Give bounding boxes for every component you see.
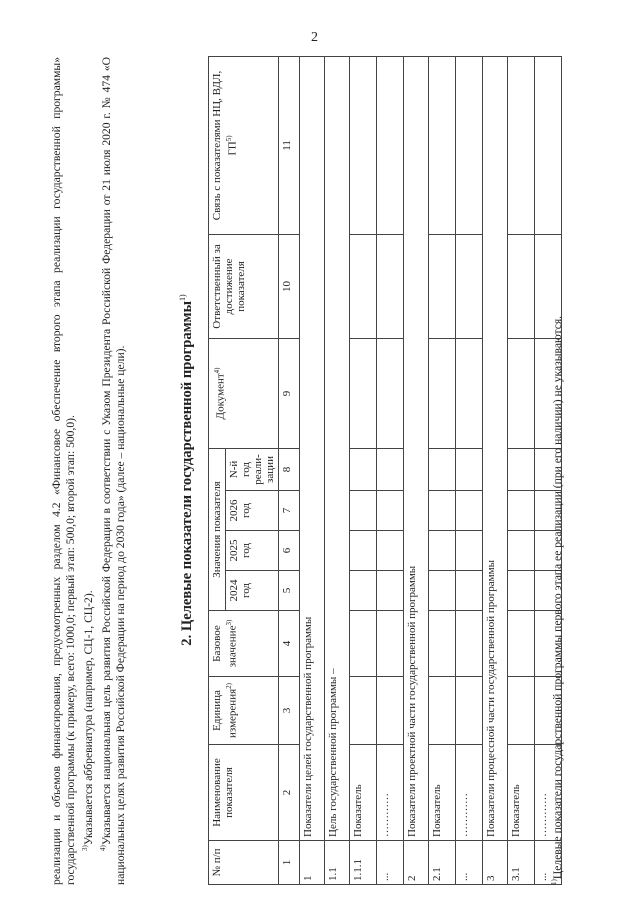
empty-cell [508, 531, 535, 571]
header-doc [209, 338, 279, 448]
section-title-cell: Показатели процессной части государственной программы [483, 56, 508, 840]
empty-cell [456, 338, 483, 448]
table-row [377, 56, 404, 884]
row-number-cell: ... [535, 841, 562, 885]
header-doc-mark: 4) [213, 367, 221, 374]
row-number-cell: 3.1 [508, 841, 535, 885]
target-indicators-table [208, 56, 562, 885]
empty-cell [456, 491, 483, 531]
empty-cell [429, 491, 456, 531]
indicator-name-cell: Показатель [508, 745, 535, 841]
empty-cell [508, 56, 535, 234]
column-number: 10 [279, 234, 300, 338]
table-section-row [300, 56, 325, 884]
empty-cell [456, 531, 483, 571]
row-number-cell: 2.1 [429, 841, 456, 885]
note-3-text: Указывается аббревиатура (например, СЦ-1, СЦ-2). [81, 590, 95, 846]
header-doc-text: Документ [214, 373, 227, 420]
empty-cell [350, 338, 377, 448]
section-title-cell: Показатели целей государственной программы [300, 56, 325, 840]
empty-cell [350, 448, 377, 490]
empty-cell [377, 611, 404, 677]
indicator-name-cell: Показатель [429, 745, 456, 841]
column-number: 6 [279, 531, 300, 571]
note-continuation: реализации и объемов финансирования, предусмотренных разделом 4.2 «Финансовое обеспечение второго этапа реализации государственной программы» государственной программы (к примеру, всего: 1000,0; первый этап: 500,0; второй этап: 500,0). [50, 57, 77, 885]
empty-cell [429, 448, 456, 490]
empty-cell [350, 491, 377, 531]
table-body [279, 56, 562, 884]
empty-cell [456, 677, 483, 745]
row-number-cell: ... [377, 841, 404, 885]
indicator-name-cell: ………… [456, 745, 483, 841]
footnote-text: Целевые показатели государственной программы первого этапа ее реализации (при его наличии) не указываются. [550, 315, 564, 880]
empty-cell [377, 677, 404, 745]
empty-cell [377, 448, 404, 490]
notes-block [50, 57, 128, 885]
section-mark: 1) [178, 294, 187, 301]
row-number-cell: ... [456, 841, 483, 885]
indicator-name-cell: ………… [535, 745, 562, 841]
row-number-cell: 2 [404, 841, 429, 885]
empty-cell [508, 611, 535, 677]
header-n-year: N-й год реали-зации [226, 448, 279, 490]
empty-cell [377, 531, 404, 571]
table-row [456, 56, 483, 884]
table-section-row [325, 56, 350, 884]
note-3-mark: 3) [81, 845, 89, 851]
row-number-cell: 3 [483, 841, 508, 885]
table-row [508, 56, 535, 884]
row-number-cell: 1.1 [325, 841, 350, 885]
note-3 [78, 57, 96, 885]
empty-cell [429, 611, 456, 677]
empty-cell [456, 448, 483, 490]
column-number: 4 [279, 611, 300, 677]
empty-cell [377, 234, 404, 338]
column-number: 2 [279, 745, 300, 841]
note-4-mark: 4) [98, 845, 107, 851]
column-number: 8 [279, 448, 300, 490]
header-resp: Ответственный за достижение показателя [209, 234, 279, 338]
empty-cell [508, 491, 535, 531]
table-section-row [404, 56, 429, 884]
note-4 [96, 57, 128, 885]
footnote [550, 316, 564, 885]
empty-cell [350, 571, 377, 611]
empty-cell [429, 531, 456, 571]
empty-cell [456, 234, 483, 338]
section-title-cell: Цель государственной программы – [325, 56, 350, 840]
section-title-cell: Показатели проектной части государственной программы [404, 56, 429, 840]
empty-cell [508, 234, 535, 338]
header-2025: 2025 год [226, 531, 279, 571]
header-values-group: Значения показателя [209, 448, 226, 610]
header-2024: 2024 год [226, 571, 279, 611]
empty-cell [429, 56, 456, 234]
indicator-name-cell: ………… [377, 745, 404, 841]
empty-cell [456, 611, 483, 677]
header-2026: 2026 год [226, 491, 279, 531]
header-base-text: Базовое значение [211, 625, 239, 668]
column-number: 7 [279, 491, 300, 531]
header-link-text: Связь с показателями НЦ, ВДЛ, ГП [211, 70, 239, 221]
header-unit [209, 677, 279, 745]
header-base [209, 611, 279, 677]
section-heading [178, 45, 196, 895]
indicator-name-cell: Показатель [350, 745, 377, 841]
empty-cell [456, 571, 483, 611]
table-section-row [483, 56, 508, 884]
empty-cell [429, 677, 456, 745]
empty-cell [508, 338, 535, 448]
header-base-mark: 3) [225, 619, 233, 626]
empty-cell [508, 677, 535, 745]
empty-cell [535, 56, 562, 234]
empty-cell [508, 448, 535, 490]
rotated-content [40, 45, 600, 895]
column-number: 9 [279, 338, 300, 448]
empty-cell [377, 338, 404, 448]
header-link-mark: 5) [225, 135, 233, 142]
column-number: 11 [279, 56, 300, 234]
empty-cell [350, 677, 377, 745]
empty-cell [377, 571, 404, 611]
empty-cell [377, 491, 404, 531]
column-number-row [279, 56, 300, 884]
header-num: № п/п [209, 841, 279, 885]
header-unit-mark: 2) [225, 683, 233, 689]
header-link [209, 56, 279, 234]
footnote-mark: 1) [550, 879, 558, 885]
empty-cell [377, 56, 404, 234]
empty-cell [350, 531, 377, 571]
empty-cell [508, 571, 535, 611]
empty-cell [429, 234, 456, 338]
page-number: 2 [311, 30, 318, 45]
empty-cell [350, 56, 377, 234]
row-number-cell: 1 [300, 841, 325, 885]
column-number: 3 [279, 677, 300, 745]
note-4-text: Указывается национальная цель развития Российской Федерации в соответствии с Указом Президента Российской Федерации от 21 июля 2020 г. № 474 «О национальных целях развития Российской Федерации на период до 2030 года» (далее – национальные цели). [99, 57, 127, 885]
section-title: 2. Целевые показатели государственной программы [178, 301, 195, 646]
column-number: 1 [279, 841, 300, 885]
empty-cell [429, 338, 456, 448]
empty-cell [429, 571, 456, 611]
column-number: 5 [279, 571, 300, 611]
header-name: Наименование показателя [209, 745, 279, 841]
empty-cell [350, 234, 377, 338]
empty-cell [456, 56, 483, 234]
table-row [429, 56, 456, 884]
empty-cell [350, 611, 377, 677]
header-unit-text: Единица измерения [211, 688, 239, 738]
row-number-cell: 1.1.1 [350, 841, 377, 885]
table-row [350, 56, 377, 884]
